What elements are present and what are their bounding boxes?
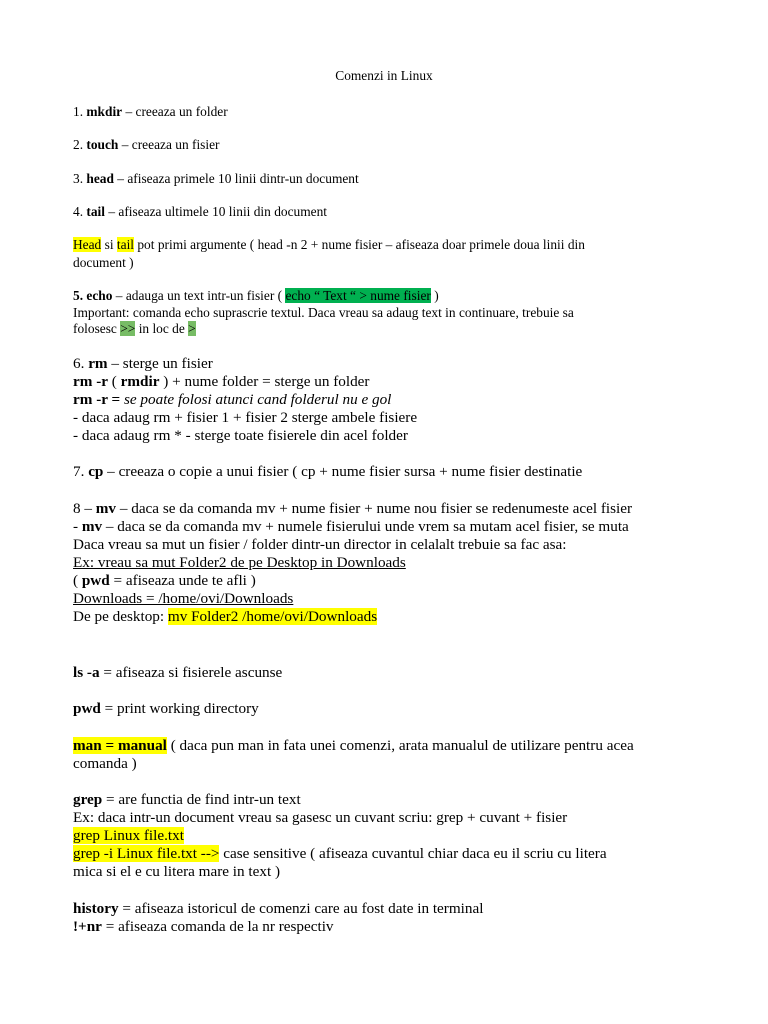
item-head (73, 171, 359, 187)
command-name: cp (88, 463, 104, 480)
command-name: rm -r = (73, 391, 124, 408)
italic-note: se poate folosi atunci cand folderul nu e gol (123, 391, 392, 408)
echo-important-note: Important: comanda echo suprascrie textul. Daca vreau sa adaug text in continuare, trebuie sa (73, 305, 574, 320)
connector-text: si (101, 237, 117, 252)
highlight-head: Head (73, 237, 102, 252)
command-description: = are functia de find intr-un text (102, 791, 301, 808)
command-name: rmdir (120, 373, 160, 390)
grep-case-continued: mica si el e cu litera mare in text ) (73, 863, 281, 880)
item-grep (73, 791, 301, 809)
item-mv (73, 500, 632, 518)
highlight-grep-i-command: grep -i Linux file.txt --> (73, 845, 220, 862)
command-name: mv (81, 518, 103, 535)
pwd-note (73, 572, 256, 590)
command-description: – daca se da comanda mv + numele fisierului unde vrem sa mutam acel fisier, se muta (102, 518, 629, 535)
highlight-redirect-operator: > (188, 321, 196, 336)
command-name: history (73, 900, 119, 917)
head-tail-note-continued: document ) (73, 255, 134, 270)
command-description: = afiseaza si fisierele ascunse (99, 664, 283, 681)
command-name: !+nr (73, 918, 102, 935)
note-text: folosesc (73, 321, 121, 336)
item-number: 4. (73, 204, 87, 219)
document-title: Comenzi in Linux (335, 68, 433, 83)
item-number: 3. (73, 171, 87, 186)
grep-example: Ex: daca intr-un document vreau sa gasesc un cuvant scriu: grep + cuvant + fisier (73, 809, 568, 826)
highlight-man-command: man = manual (73, 737, 167, 754)
command-name: head (86, 171, 114, 186)
dash: - (73, 518, 82, 535)
mv-move-line (73, 518, 629, 536)
command-description: – creeaza un folder (122, 104, 228, 119)
mv-example: Ex: vreau sa mut Folder2 de pe Desktop in Downloads (73, 554, 406, 571)
item-touch (73, 137, 220, 153)
highlight-echo-example: echo “ Text “ > nume fisier (285, 288, 431, 303)
note-text: pot primi argumente ( head -n 2 + nume fisier – afiseaza doar primele doua linii din (134, 237, 585, 252)
command-description: – adauga un text intr-un fisier ( (112, 288, 286, 303)
item-pwd (73, 700, 259, 718)
item-number: 7. (73, 463, 89, 480)
rm-r-line (73, 373, 369, 391)
rm-note-1: - daca adaug rm + fisier 1 + fisier 2 sterge ambele fisiere (73, 409, 418, 426)
item-mkdir (73, 104, 228, 120)
command-description: ( daca pun man in fata unei comenzi, arata manualul de utilizare pentru acea (166, 737, 634, 754)
command-name: grep (73, 791, 103, 808)
command-name: 5. echo (73, 288, 113, 303)
item-number: 1. (73, 104, 87, 119)
item-tail (73, 204, 327, 220)
command-name: mkdir (86, 104, 123, 119)
rm-r-note (73, 391, 391, 409)
command-description: ) + nume folder = sterge un folder (159, 373, 370, 390)
command-name: pwd (73, 700, 101, 717)
item-echo (73, 288, 439, 304)
command-description: – daca se da comanda mv + nume fisier + nume nou fisier se redenumeste acel fisier (116, 500, 633, 517)
mv-desktop-example (73, 608, 377, 626)
command-name: pwd (81, 572, 110, 589)
item-bang-nr (73, 918, 334, 936)
command-description: case sensitive ( afiseaza cuvantul chiar daca eu il scriu cu litera (219, 845, 607, 862)
echo-important-note-continued (73, 321, 196, 337)
command-name: rm (88, 355, 108, 372)
item-ls (73, 664, 282, 682)
command-description: – creeaza un fisier (118, 137, 220, 152)
grep-example-command (73, 827, 184, 845)
open-paren: ( (108, 373, 121, 390)
command-description: = afiseaza comanda de la nr respectiv (101, 918, 334, 935)
open-paren: ( (73, 572, 82, 589)
grep-case-example (73, 845, 607, 863)
command-name: ls -a (73, 664, 100, 681)
highlight-tail: tail (116, 237, 135, 252)
item-cp (73, 463, 582, 481)
mv-instruction: Daca vreau sa mut un fisier / folder dintr-un director in celalalt trebuie sa fac asa: (73, 536, 567, 553)
command-description: = afiseaza istoricul de comenzi care au fost date in terminal (118, 900, 484, 917)
item-history (73, 900, 483, 918)
command-description: = afiseaza unde te afli ) (109, 572, 256, 589)
note-text: in loc de (135, 321, 189, 336)
close-paren: ) (430, 288, 439, 303)
item-number: 2. (73, 137, 87, 152)
example-prefix: De pe desktop: (73, 608, 168, 625)
command-name: tail (86, 204, 105, 219)
item-man (73, 737, 634, 755)
command-description: – afiseaza ultimele 10 linii din document (105, 204, 327, 219)
man-description-continued: comanda ) (73, 755, 137, 772)
highlight-append-operator: >> (120, 321, 136, 336)
command-name: rm -r (73, 373, 108, 390)
command-description: – sterge un fisier (107, 355, 213, 372)
downloads-path: Downloads = /home/ovi/Downloads (73, 590, 294, 607)
highlight-grep-command: grep Linux file.txt (73, 827, 184, 844)
item-number: 8 – (73, 500, 96, 517)
head-tail-note (73, 237, 585, 253)
command-description: = print working directory (100, 700, 259, 717)
rm-note-2: - daca adaug rm * - sterge toate fisierele din acel folder (73, 427, 408, 444)
command-name: mv (95, 500, 117, 517)
item-number: 6. (73, 355, 89, 372)
command-description: – creeaza o copie a unui fisier ( cp + nume fisier sursa + nume fisier destinatie (103, 463, 583, 480)
item-rm (73, 355, 213, 373)
command-description: – afiseaza primele 10 linii dintr-un document (113, 171, 359, 186)
command-name: touch (86, 137, 119, 152)
highlight-mv-command: mv Folder2 /home/ovi/Downloads (167, 608, 378, 625)
